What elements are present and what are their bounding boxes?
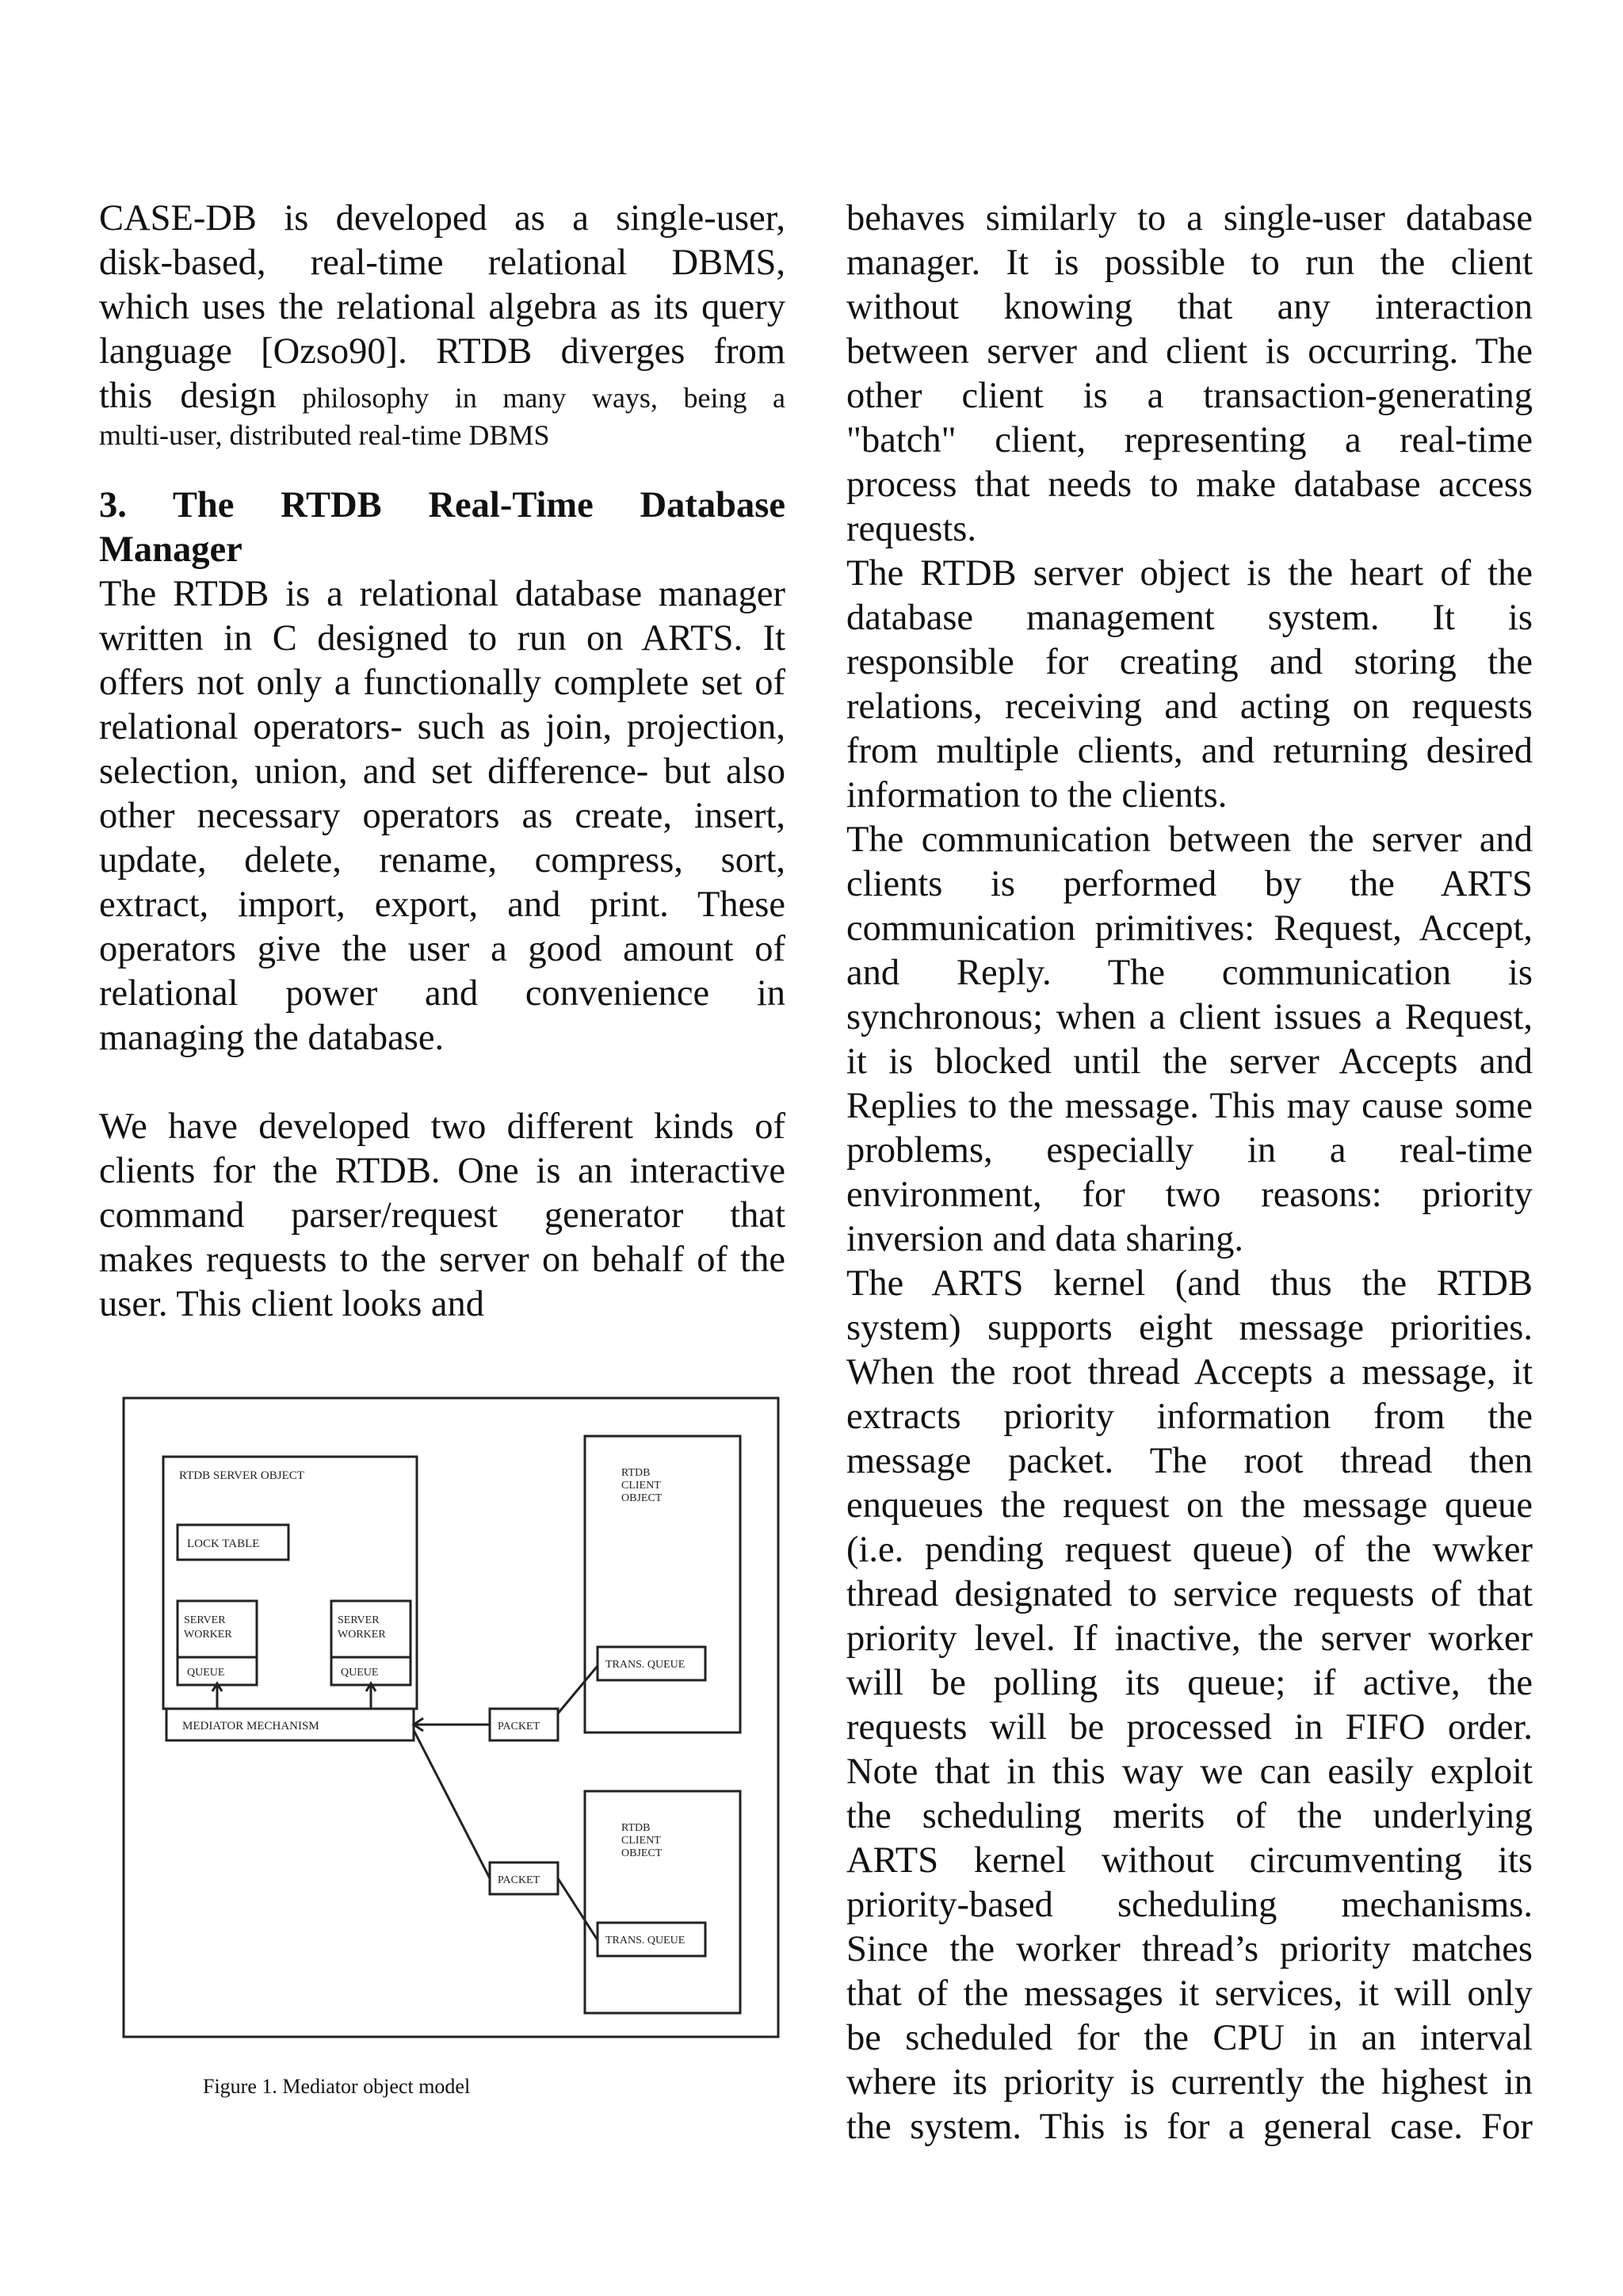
text-line: extracts priority information from the bbox=[846, 1396, 1533, 1437]
text-line: command parser/request generator that bbox=[99, 1195, 785, 1236]
text-line: update, delete, rename, compress, sort, bbox=[99, 840, 785, 881]
text-line: where its priority is currently the highest in bbox=[846, 2062, 1533, 2103]
text-line: information to the clients. bbox=[846, 775, 1228, 816]
mediator-object-diagram bbox=[119, 1393, 785, 2051]
right-column bbox=[846, 197, 1533, 2149]
text-line: behaves similarly to a single-user database bbox=[846, 198, 1533, 239]
text-line: The communication between the server and bbox=[846, 819, 1533, 860]
right-paragraph-2 bbox=[846, 552, 1533, 818]
right-paragraph-4 bbox=[846, 1262, 1533, 2149]
text-line: system) supports eight message priorities. bbox=[846, 1308, 1533, 1348]
connector bbox=[558, 1878, 598, 1940]
text-line: disk-based, real-time relational DBMS, bbox=[99, 243, 785, 283]
text-line: relations, receiving and acting on requests bbox=[846, 686, 1533, 727]
client-object-label: OBJECT bbox=[621, 1492, 663, 1504]
text-line: managing the database. bbox=[99, 1018, 445, 1058]
connector bbox=[414, 1730, 490, 1878]
text-line: between server and client is occurring. The bbox=[846, 331, 1533, 372]
text-line: it is blocked until the server Accepts and bbox=[846, 1041, 1533, 1082]
text-line: The RTDB is a relational database manager bbox=[99, 574, 785, 614]
text-line: selection, union, and set difference- but also bbox=[99, 751, 785, 792]
text-line: manager. It is possible to run the client bbox=[846, 243, 1533, 283]
text-line: CASE-DB is developed as a single-user, bbox=[99, 198, 785, 239]
text-line: database management system. It is bbox=[846, 598, 1533, 638]
left-column bbox=[99, 197, 785, 1327]
text-line: We have developed two different kinds of bbox=[99, 1106, 785, 1147]
text-line: the scheduling merits of the underlying bbox=[846, 1796, 1533, 1836]
trans-queue-label: TRANS. QUEUE bbox=[605, 1659, 685, 1671]
heading-line: Manager bbox=[99, 529, 242, 570]
server-object-label: RTDB SERVER OBJECT bbox=[179, 1469, 304, 1482]
text-line: relational power and convenience in bbox=[99, 973, 785, 1014]
text-line: The RTDB server object is the heart of the bbox=[846, 553, 1533, 594]
text-line: be scheduled for the CPU in an interval bbox=[846, 2018, 1533, 2058]
text-line: enqueues the request on the message queue bbox=[846, 1485, 1533, 1526]
left-paragraph-3 bbox=[99, 1105, 785, 1327]
text-line: clients is performed by the ARTS bbox=[846, 864, 1533, 904]
left-paragraph-2 bbox=[99, 572, 785, 1060]
text-line: problems, especially in a real-time bbox=[846, 1130, 1533, 1171]
text-line: which uses the relational algebra as its query bbox=[99, 287, 785, 327]
server-worker-label: WORKER bbox=[184, 1629, 232, 1641]
client-object-label: CLIENT bbox=[621, 1480, 661, 1492]
text-line: responsible for creating and storing the bbox=[846, 642, 1533, 682]
text-line: other necessary operators as create, insert, bbox=[99, 796, 785, 836]
queue-label: QUEUE bbox=[341, 1667, 379, 1679]
packet-label: PACKET bbox=[498, 1721, 540, 1733]
spacer bbox=[99, 452, 785, 483]
queue-label: QUEUE bbox=[187, 1667, 225, 1679]
spacer bbox=[99, 1060, 785, 1105]
text-fragment-small: philosophy in many ways, being a bbox=[276, 382, 785, 414]
text-line: requests. bbox=[846, 509, 976, 549]
text-line: message packet. The root thread then bbox=[846, 1441, 1533, 1481]
text-line: "batch" client, representing a real-time bbox=[846, 420, 1533, 460]
text-line: relational operators- such as join, projection, bbox=[99, 707, 785, 747]
server-worker-label: SERVER bbox=[184, 1614, 226, 1626]
text-line: priority-based scheduling mechanisms. bbox=[846, 1885, 1533, 1925]
figure-caption: Figure 1. Mediator object model bbox=[203, 2075, 471, 2098]
client-object-label: RTDB bbox=[621, 1822, 651, 1834]
client-object-box bbox=[585, 1791, 740, 2013]
text-line: language [Ozso90]. RTDB diverges from bbox=[99, 331, 785, 372]
text-line: environment, for two reasons: priority bbox=[846, 1175, 1533, 1215]
text-line: (i.e. pending request queue) of the wwker bbox=[846, 1530, 1533, 1570]
right-paragraph-3 bbox=[846, 818, 1533, 1262]
text-line: The ARTS kernel (and thus the RTDB bbox=[846, 1263, 1533, 1304]
client-object-label: RTDB bbox=[621, 1467, 651, 1479]
text-line: Note that in this way we can easily exploit bbox=[846, 1752, 1533, 1792]
server-worker-label: SERVER bbox=[338, 1614, 380, 1626]
text-line: extract, import, export, and print. These bbox=[99, 884, 785, 925]
text-line-small: multi-user, distributed real-time DBMS bbox=[99, 419, 550, 451]
text-line: requests will be processed in FIFO order. bbox=[846, 1707, 1533, 1748]
mediator-mechanism-label: MEDIATOR MECHANISM bbox=[182, 1720, 319, 1733]
text-line: will be polling its queue; if active, the bbox=[846, 1663, 1533, 1703]
text-line: other client is a transaction-generating bbox=[846, 376, 1533, 416]
trans-queue-label: TRANS. QUEUE bbox=[605, 1935, 685, 1946]
heading-line: 3. The RTDB Real-Time Database bbox=[99, 485, 785, 525]
text-line: makes requests to the server on behalf of the bbox=[99, 1240, 785, 1280]
text-line: the system. This is for a general case. For bbox=[846, 2107, 1533, 2147]
connector bbox=[558, 1666, 598, 1713]
text-line: that of the messages it services, it will only bbox=[846, 1973, 1533, 2014]
packet-label: PACKET bbox=[498, 1874, 540, 1886]
lock-table-label: LOCK TABLE bbox=[187, 1538, 260, 1550]
text-line: written in C designed to run on ARTS. It bbox=[99, 618, 785, 659]
text-line: user. This client looks and bbox=[99, 1284, 485, 1324]
text-line: thread designated to service requests of that bbox=[846, 1574, 1533, 1614]
text-line: Replies to the message. This may cause some bbox=[846, 1086, 1533, 1126]
section-heading bbox=[99, 483, 785, 572]
text-line: operators give the user a good amount of bbox=[99, 929, 785, 969]
text-line: process that needs to make database access bbox=[846, 464, 1533, 505]
client-object-box bbox=[585, 1436, 740, 1733]
text-line: synchronous; when a client issues a Request, bbox=[846, 997, 1533, 1037]
text-line: clients for the RTDB. One is an interactive bbox=[99, 1151, 785, 1191]
text-line: and Reply. The communication is bbox=[846, 953, 1533, 993]
text-line: offers not only a functionally complete set of bbox=[99, 663, 785, 703]
text-line: Since the worker thread’s priority matches bbox=[846, 1929, 1533, 1969]
text-line: ARTS kernel without circumventing its bbox=[846, 1840, 1533, 1881]
left-paragraph-1 bbox=[99, 197, 785, 452]
text-line: without knowing that any interaction bbox=[846, 287, 1533, 327]
text-line: inversion and data sharing. bbox=[846, 1219, 1244, 1259]
text-line: communication primitives: Request, Accept, bbox=[846, 908, 1533, 949]
client-object-label: OBJECT bbox=[621, 1847, 663, 1859]
text-fragment: this design bbox=[99, 376, 277, 416]
text-line: from multiple clients, and returning desired bbox=[846, 731, 1533, 771]
server-worker-label: WORKER bbox=[338, 1629, 386, 1641]
client-object-label: CLIENT bbox=[621, 1835, 661, 1847]
right-paragraph-1 bbox=[846, 197, 1533, 552]
text-line: When the root thread Accepts a message, it bbox=[846, 1352, 1533, 1392]
text-line: priority level. If inactive, the server worker bbox=[846, 1618, 1533, 1659]
text-line-mixed bbox=[99, 374, 785, 418]
